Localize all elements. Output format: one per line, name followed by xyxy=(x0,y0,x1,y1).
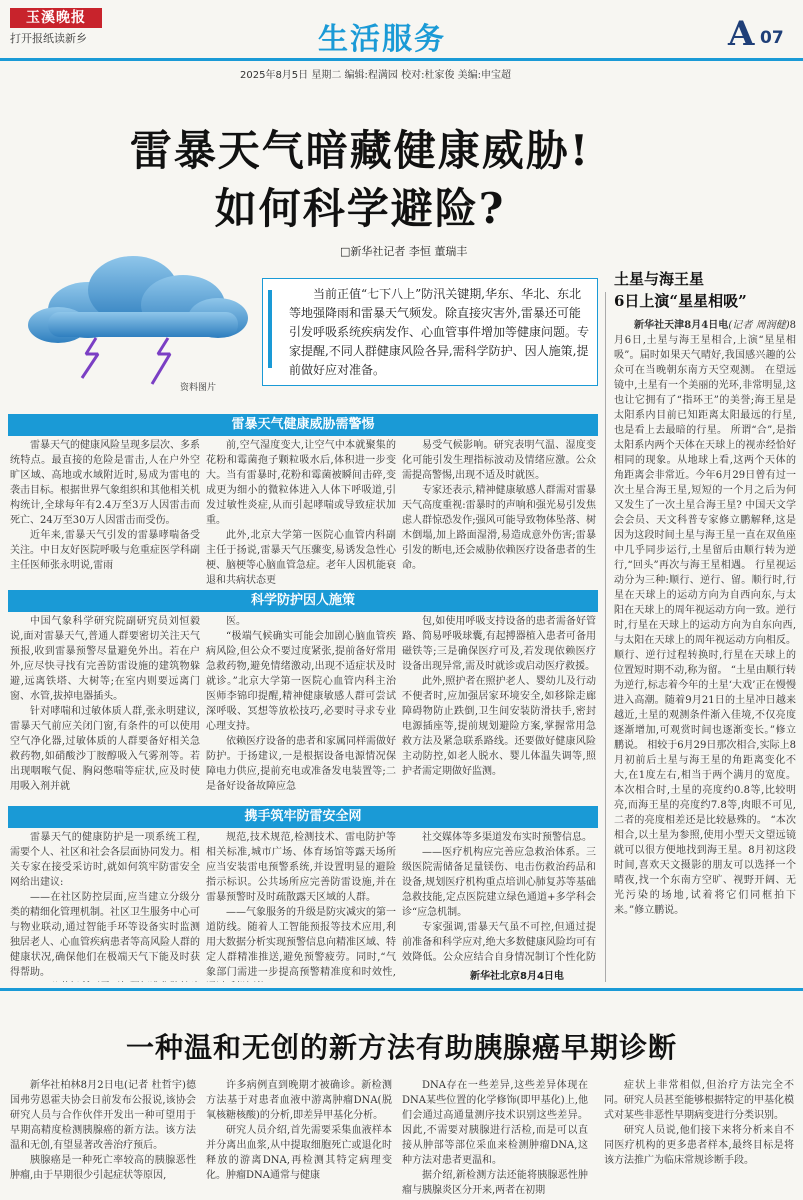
bottom-article-column: 许多病例直到晚期才被确诊。新检测方法基于对患者血液中游离肿瘤DNA(脱氧核糖核酸)的分析,即差异甲基化分析。 研究人员介绍,首先需要采集血液样本并分离出血浆,从中提取细胞死亡或退化时释放的游离DNA,再检测其特定病理变化。肿瘤DNA通常与健康 xyxy=(206,1080,392,1181)
page-number: 07 xyxy=(760,28,784,48)
dateline: 新华社北京8月4日电 xyxy=(470,971,564,982)
article-column: 雷暴天气的健康防护是一项系统工程,需要个人、社区和社会各层面协同发力。相关专家在接受采访时,就如何筑牢防雷安全网给出建议: ——在社区防控层面,应当建立分级分类的精细化管理机制。社区卫生服务中心可与物业联动,通过智能手环等设备实时监测独居老人、心血管疾病患者等高风险人群的健康状况,确保他们在极端天气下能及时获得帮助。 xyxy=(10,832,200,978)
article-column: 包,如使用呼吸支持设备的患者需备好管路、简易呼吸球囊,有起搏器植入患者可备用磁铁等;三是确保医疗可及,若发现依赖医疗设备出现异常,需及时就诊或启动医疗救援。 此外,照护者在照护老人、婴幼儿及行动不便者时,应加强居家环境安全,如移除走廊障碍物防止跌倒,卫生间安装防滑扶手,密封电源插座等,提前规划避险方案,掌握常用急救方法及紧急联系路线。还要做好健康风险主动防控,如老人脱水、婴儿体温失调等,照护者需定期做好监测。 xyxy=(402,616,596,777)
newspaper-slogan: 打开报纸读新乡 xyxy=(10,32,87,45)
section-bar-1: 雷暴天气健康威胁需警惕 xyxy=(8,414,598,436)
edit-line: 2025年8月5日 星期二 编辑:程满园 校对:杜家俊 美编:申宝超 xyxy=(240,70,511,81)
article-column: 前,空气湿度变大,让空气中本就聚集的花粉和霉菌孢子颗粒吸水后,体积进一步变大。当有雷暴时,花粉和霉菌被瞬间击碎,变成更为细小的微粒体进入人体下呼吸道,引发过敏性炎症,从而引起哮喘或导致症状加重。 此外,北京大学第一医院心血管内科副主任于扬说,雷暴天气压骤变,易诱发急性心梗、脑梗等心脑血管急症。老年人因机能衰退和共病状态更 xyxy=(206,440,396,586)
sidebar-lead-reporter: (记者 周润健) xyxy=(728,320,790,331)
column-divider xyxy=(605,292,606,982)
article-column: 医。 “极端气候确实可能会加剧心脑血管疾病风险,但公众不要过度紧张,提前备好常用急救药物,避免情绪激动,出现不适症状及时就诊。”北京大学第一医院心血管内科主治医师李锦印提醒,精神健康敏感人群可尝试深呼吸、冥想等放松技巧,必要时寻求专业心理支持。 依赖医疗设备的患者和家属同样需做好防护。于扬建议,一是根据设备电源情况保障电力供应,提前充电或准备发电装置等;二是备好设备故障应急 xyxy=(206,616,396,792)
thundercloud-illustration xyxy=(18,250,253,390)
article-column: 雷暴天气的健康风险呈现多层次、多系统特点。最直接的危险是雷击,人在户外空旷区域、高地或水域附近时,易成为雷电的袭击目标。根据世界气象组织和其他相关机构统计,全球每年有2.4万至3万人因雷击而死亡、24万至30万人因雷击而受伤。 近年来,雷暴天气引发的雷暴哮喘备受关注。中日友好医院呼吸与危重症医学科副主任医师张永明说,雷雨 xyxy=(10,440,200,571)
sidebar-article-body xyxy=(614,318,796,980)
lead-text: 当前正值“七下八上”防汛关键期,华东、华北、东北等地强降雨和雷暴天气频发。除直接灾害外,雷暴还可能引发呼吸系统疾病发作、心血管事件增加等健康问题。专家提醒,不同人群健康风险各异,需科学防护、因人施策,提前做好应对准备。 xyxy=(289,287,590,377)
sidebar-title-line2: 6日上演“星星相吸” xyxy=(614,292,747,310)
lead-box xyxy=(262,278,598,386)
section-title: 生活服务 xyxy=(318,22,446,57)
article-column: 社交媒体等多渠道发布实时预警信息。 ——医疗机构应完善应急救治体系。三级医院需储备足量镁伤、电击伤救治药品和设备,规划医疗机构重点培训心肺复苏等基础急救技能,定点医院建立绿色通道+多学科会诊“应急机制。 专家强调,雷暴天气虽不可控,但通过提前准备和科学应对,绝大多数健康风险均可有效降低。公众应结合自身情况制订个性化防 xyxy=(402,832,596,963)
main-headline-line2: 如何科学避险? xyxy=(214,184,506,233)
mid-rule xyxy=(0,988,803,991)
bottom-article-column: 新华社柏林8月2日电(记者 杜哲宇)德国弗劳恩霍夫协会日前发布公报说,该协会研究人员与合作伙伴开发出一种可望用于早期高精度检测胰腺癌的新方法。该方法温和无创,有望显著改善治疗预后。 胰腺癌是一种死亡率较高的胰腺恶性肿瘤,由于早期很少引起症状等原因, xyxy=(10,1080,196,1181)
byline: □新华社记者 李恒 董瑞丰 xyxy=(340,245,468,258)
bottom-article-column: DNA存在一些差异,这些差异体现在DNA某些位置的化学修饰(即甲基化)上,他们会通过高通量测序技术识别这些差异。因此,不需要对胰腺进行活检,而是可以直接从肿部等部位采血来检测肿瘤DNA,这种方法对患者更温和。 据介绍,新检测方法还能将胰腺恶性肿瘤与胰腺炎区分开来,两者在初期 xyxy=(402,1080,588,1196)
main-headline-line1: 雷暴天气暗藏健康威胁! xyxy=(129,126,591,175)
page-letter: A xyxy=(728,14,755,54)
newspaper-logo: 玉溪晚报 xyxy=(10,8,102,28)
section-bar-2: 科学防护因人施策 xyxy=(8,590,598,612)
article-column: 易受气候影响。研究表明气温、湿度变化可能引发生理指标波动及情绪应激。公众需提高警惕,出现不适及时就医。 专家还表示,精神健康敏感人群需对雷暴天气高度重视:雷暴时的声响和强光易引发焦虑人群惊恐发作;强风可能导致物体坠落、树木倒塌,加上路面湿滑,易造成意外伤害;雷暴引发的断电,还会威胁依赖医疗设备患者的生命。 xyxy=(402,440,596,571)
lead-accent-bar xyxy=(268,290,272,368)
top-rule xyxy=(0,58,803,61)
article-column: 规范,技术规范,检测技术、雷电防护等相关标准,城市广场、体育场馆等露天场所应当安装雷电预警系统,并设置明显的避险指示标识。公共场所应完善防雷设施,并在雷暴预警时及时疏散露天区域的人群。 ——气象服务的升级是防灾减灾的第一道防线。随着人工智能预报等技术应用,利用大数据分析实现预警信息向精准区域、特定人群精准推送,避免预警疲劳。同时,“气象部门需进一步提高预警精准度和时效性, xyxy=(206,832,396,978)
sidebar-lead-prefix: 新华社天津8月4日电 xyxy=(634,320,729,331)
sidebar-title-line1: 土星与海王星 xyxy=(614,270,705,288)
bottom-headline: 一种温和无创的新方法有助胰腺癌早期诊断 xyxy=(125,1031,677,1064)
article-column: 中国气象科学研究院副研究员刘恒毅说,面对雷暴天气,普通人群要密切关注天气预报,收到雷暴预警尽量避免外出。若在户外,应尽快寻找有完善防雷设施的建筑物躲避,远离铁塔、大树等;在室内则要远离门窗、水管,拔掉电器插头。 针对哮喘和过敏体质人群,张永明建议,雷暴天气前应关闭门窗,有条件的可以使用空气净化器,过敏体质的人群要备好相关急救药物,如硝酸沙丁胺醇吸入气雾剂等。若出现咽喉气促、胸闷憋喘等症状,应及时使用吸入剂并就 xyxy=(10,616,200,792)
sidebar-body-text: 8月6日,土星与海王星相合,上演“星星相吸”。届时如果天气晴好,我国感兴趣的公众可在当晚朝东南方天空观测。 在望远镜中,土星有一个美丽的光环,非常明显,这也让它拥有了“指环王”的美誉;海王星是太阳系内目前已知距离太阳最远的行星,也是看上去最暗的行星。 所谓“合”,是指太阳系内两个天体在天球上的视赤经恰好相同的现象。从地球上看,这两个天体的角距离会非常近。今年6月29日曾有过一次土星合海王星,短短的一个月之后为何又发生了一次土星合海王星? 中国天文学会会员、天文科普专家修立鹏解释,这是因为这段时间土星与海王星一直在双鱼座中几乎同步运行,土星留后由顺行转为逆行,“回头”再次与海王星相遇。 行星视运动分为三种:顺行、逆行、留。顺行时,行星在天球上的运动方向为自西向东,与太阳在天球上的周年视运动方向一致。逆行时,行星在天球上的运动方向为自东向西,与太阳在天球上的周年视运动方向相反。顺行、逆行过程转换时,行星在天球上的位置短时期不动,称为留。 “土星由顺行转为逆行,标志着今年的土星‘大戏’正在慢慢进入高潮。随着9月21日的土星冲日越来越近,土星的观测条件渐入佳境,不仅亮度逐渐增加,可观赏时间也逐渐变长。”修立鹏说。 相较于6月29日那次相合,实际上8月初前后土星与海王星的角距离变化不大,在1度左右,相当于两个满月的宽度。本次相合时,土星的亮度约0.8等,比较明亮,而海王星的亮度约7.8等,肉眼不可见,二者的亮度相差还是比较悬殊的。 “本次相合,以土星为参照,使用小型天文望远镜就可以很方便地找到海王星。8月初这段时间,喜欢天文摄影的朋友可以选择一个晴夜,找一个东南方空旷、视野开阔、无光污染的场地,试着将它们同框拍下来。”修立鹏说。 xyxy=(614,320,796,916)
bottom-article-column: 症状上非常相似,但治疗方法完全不同。研究人员甚至能够根据特定的甲基化模式对某些非恶性早期病变进行分类识别。 研究人员说,他们接下来将分析来自不同医疗机构的更多患者样本,最终目标是将该方法推广为临床常规诊断手段。 xyxy=(604,1080,794,1166)
section-bar-3: 携手筑牢防雷安全网 xyxy=(8,806,598,828)
image-credit: 资料图片 xyxy=(180,383,217,393)
